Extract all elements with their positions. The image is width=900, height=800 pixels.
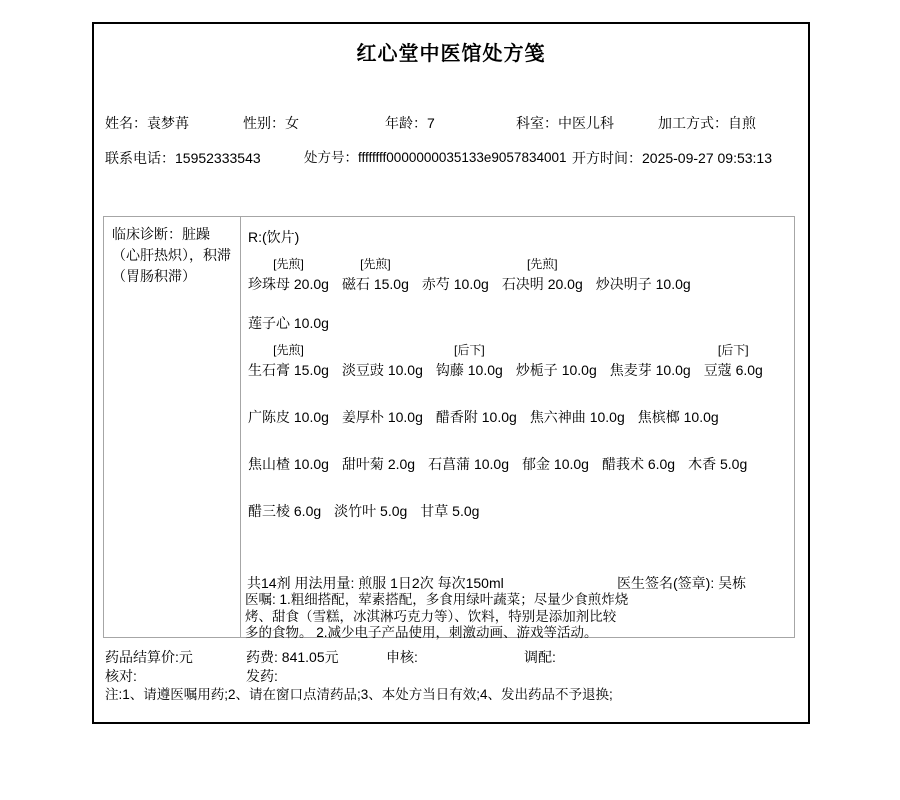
- herb-entry: [436, 388, 517, 427]
- herb-decoction-note: [334, 482, 407, 501]
- herb-decoction-note: [516, 341, 597, 360]
- herb-entry: [516, 341, 597, 380]
- herb-name-dose: 甘草 5.0g: [420, 503, 480, 519]
- herb-name-dose: 石菖蒲 10.0g: [428, 456, 510, 472]
- patient-age-value: 7: [427, 115, 435, 131]
- herb-entry: [596, 255, 691, 294]
- herb-decoction-note: [522, 435, 589, 454]
- herb-entry: [422, 255, 489, 294]
- footer-note: 注:1、请遵医嘱用药;2、请在窗口点清药品;3、本处方当日有效;4、发出药品不予退换;: [105, 687, 613, 702]
- patient-age-field: [385, 115, 435, 131]
- patient-name-field: [105, 115, 189, 131]
- herb-name-dose: 淡竹叶 5.0g: [334, 503, 408, 519]
- herb-entry: [342, 341, 423, 380]
- herb-row: [248, 388, 794, 427]
- herb-decoction-note: [先煎]: [360, 257, 391, 271]
- doctor-signature: 医生签名(签章): 吴栋: [617, 575, 747, 591]
- processing-method-value: 自煎: [728, 115, 756, 131]
- herb-decoction-note: [后下]: [717, 343, 749, 357]
- dispense-field: 发药:: [246, 668, 278, 684]
- herb-decoction-note: [342, 341, 423, 360]
- medical-advice-line: 医嘱: 1.粗细搭配，荤素搭配，多食用绿叶蔬菜；尽量少食煎炸烧: [245, 592, 629, 607]
- herb-name-dose: 郁金 10.0g: [522, 456, 589, 472]
- herb-entry: [602, 435, 675, 474]
- medical-advice-line: 烤、甜食（雪糕，冰淇淋巧克力等）、饮料，特别是添加剂比较: [245, 608, 617, 624]
- herb-entry: [342, 388, 423, 427]
- herb-entry: [248, 255, 329, 294]
- herb-entry: [248, 482, 321, 521]
- herb-entry: [436, 341, 503, 380]
- herb-entry: [638, 388, 719, 427]
- patient-gender-value: 女: [285, 115, 299, 131]
- herb-row: [248, 255, 794, 333]
- prepare-field: 调配:: [524, 649, 556, 665]
- herb-list: [248, 255, 794, 521]
- patient-name-value: 袁梦苒: [147, 115, 189, 131]
- herb-name-dose: 赤芍 10.0g: [421, 276, 489, 292]
- herb-name-dose: 焦六神曲 10.0g: [529, 409, 625, 425]
- herb-entry: [248, 388, 329, 427]
- herb-entry: [502, 255, 583, 294]
- herb-name-dose: 炒决明子 10.0g: [595, 276, 691, 292]
- herb-decoction-note: [248, 294, 329, 313]
- herb-name-dose: 磁石 15.0g: [341, 276, 409, 292]
- herb-entry: [248, 294, 329, 333]
- herb-name-dose: 醋三棱 6.0g: [248, 503, 322, 519]
- herb-decoction-note: [422, 255, 489, 274]
- issue-time-value: 2025-09-27 09:53:13: [642, 150, 772, 166]
- rx-header: R:(饮片): [248, 229, 300, 245]
- herb-decoction-note: [342, 388, 423, 407]
- rx-column: [241, 217, 794, 637]
- herb-name-dose: 广陈皮 10.0g: [248, 409, 329, 425]
- review-field: 申核:: [386, 649, 418, 665]
- settle-price-field: 药品结算价:元: [105, 649, 193, 665]
- herb-decoction-note: [248, 482, 321, 501]
- herb-decoction-note: [420, 482, 479, 501]
- medical-advice-line: 多的食物。 2.减少电子产品使用，刺激动画、游戏等活动。: [245, 625, 598, 640]
- department-field: [516, 115, 614, 131]
- patient-gender-field: [243, 115, 299, 131]
- medical-advice: [245, 592, 628, 642]
- herb-decoction-note: [602, 435, 675, 454]
- herb-row: [248, 435, 794, 474]
- page-title: 红心堂中医馆处方笺: [356, 43, 546, 65]
- herb-name-dose: 焦山楂 10.0g: [248, 456, 329, 472]
- department-value: 中医儿科: [558, 115, 614, 131]
- prescription-number-value: ffffffff0000000035133e9057834001: [358, 150, 567, 165]
- herb-decoction-note: [248, 435, 329, 454]
- herb-decoction-note: [428, 435, 509, 454]
- phone-field: [105, 150, 261, 166]
- check-field: 核对:: [105, 668, 137, 684]
- clinical-diagnosis-text: 临床诊断：脏躁（心肝热炽），积滞（胃肠积滞）: [112, 226, 231, 284]
- issue-time-field: [572, 150, 772, 166]
- herb-entry: [704, 341, 763, 380]
- herb-entry: [420, 482, 479, 521]
- herb-entry: [342, 255, 409, 294]
- herb-decoction-note: [342, 435, 415, 454]
- herb-decoction-note: [248, 388, 329, 407]
- processing-method-label: 加工方式：: [658, 115, 728, 131]
- usage-line: 共14剂 用法用量: 煎服 1日2次 每次150ml: [247, 575, 504, 591]
- herb-entry: [248, 435, 329, 474]
- herb-decoction-note: [先煎]: [526, 257, 558, 271]
- herb-decoction-note: [596, 255, 691, 274]
- diagnosis-column: [104, 217, 241, 637]
- herb-entry: [334, 482, 407, 521]
- herb-name-dose: 焦槟榔 10.0g: [637, 409, 719, 425]
- herb-entry: [342, 435, 415, 474]
- herb-entry: [428, 435, 509, 474]
- herb-name-dose: 醋莪术 6.0g: [601, 456, 676, 472]
- issue-time-label: 开方时间：: [572, 150, 642, 166]
- herb-name-dose: 生石膏 15.0g: [248, 362, 329, 378]
- herb-decoction-note: [先煎]: [273, 257, 304, 271]
- herb-decoction-note: [688, 435, 747, 454]
- prescription-number-field: [304, 150, 567, 166]
- herb-name-dose: 焦麦芽 10.0g: [609, 362, 691, 378]
- department-label: 科室：: [516, 115, 558, 131]
- herb-row: [248, 482, 794, 521]
- phone-value: 15952333543: [175, 150, 261, 166]
- herb-name-dose: 钩藤 10.0g: [435, 362, 503, 378]
- herb-entry: [530, 388, 625, 427]
- herb-entry: [248, 341, 329, 380]
- herb-name-dose: 淡豆豉 10.0g: [341, 362, 423, 378]
- herb-name-dose: 豆蔻 6.0g: [703, 362, 763, 378]
- herb-name-dose: 莲子心 10.0g: [248, 315, 329, 331]
- herb-row: [248, 341, 794, 380]
- herb-name-dose: 炒栀子 10.0g: [515, 362, 597, 378]
- herb-name-dose: 木香 5.0g: [688, 456, 748, 472]
- herb-decoction-note: [638, 388, 719, 407]
- herb-decoction-note: [530, 388, 625, 407]
- herb-name-dose: 珍珠母 20.0g: [248, 276, 329, 292]
- herb-name-dose: 醋香附 10.0g: [435, 409, 517, 425]
- phone-label: 联系电话：: [105, 150, 175, 166]
- patient-gender-label: 性别：: [243, 115, 285, 131]
- herb-entry: [610, 341, 691, 380]
- processing-method-field: [658, 115, 756, 131]
- herb-name-dose: 石决明 20.0g: [501, 276, 583, 292]
- herb-decoction-note: [610, 341, 691, 360]
- herb-decoction-note: [先煎]: [273, 343, 304, 357]
- herb-decoction-note: [后下]: [454, 343, 485, 357]
- herb-entry: [522, 435, 589, 474]
- herb-entry: [688, 435, 747, 474]
- patient-age-label: 年龄：: [385, 115, 427, 131]
- prescription-number-label: 处方号：: [304, 150, 358, 165]
- herb-name-dose: 姜厚朴 10.0g: [341, 409, 423, 425]
- fee-field: 药费: 841.05元: [246, 649, 339, 665]
- herb-decoction-note: [436, 388, 517, 407]
- patient-name-label: 姓名：: [105, 115, 147, 131]
- herb-name-dose: 甜叶菊 2.0g: [341, 456, 416, 472]
